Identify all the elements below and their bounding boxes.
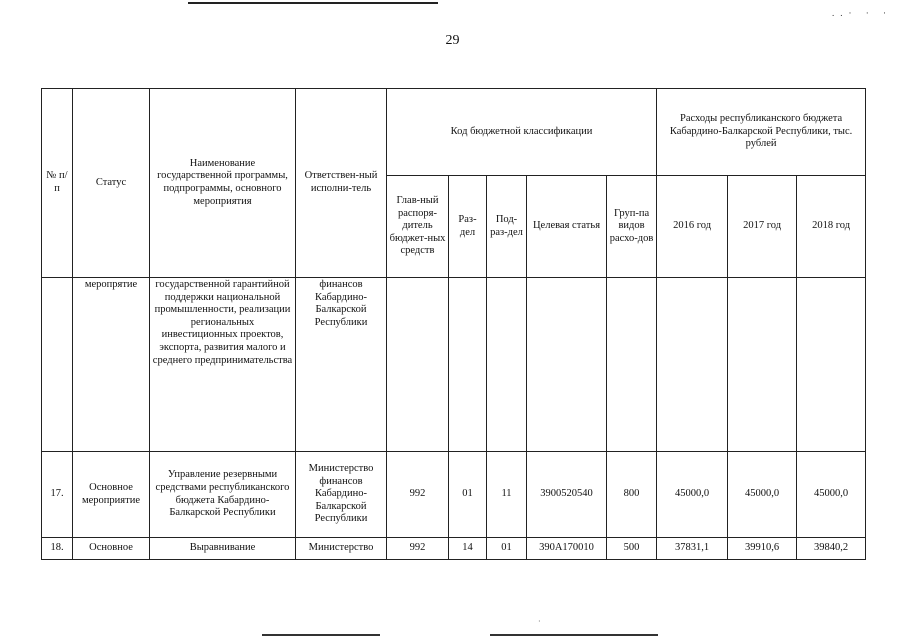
header-budget-code: Код бюджетной классификации: [387, 89, 657, 176]
cell-responsible: Министерство финансов Кабардино-Балкарской Республики: [296, 452, 387, 538]
cell-y2018: 39840,2: [797, 538, 866, 560]
cell-num: [42, 278, 73, 452]
cell-y2016: 45000,0: [657, 452, 728, 538]
scan-edge-line: [262, 634, 380, 636]
table-row: [42, 452, 866, 538]
cell-target: [527, 278, 607, 452]
cell-y2016: [657, 278, 728, 452]
cell-target: 390А170010: [527, 538, 607, 560]
header-name: Наименование государственной программы, подпрограммы, основного мероприятия: [150, 89, 296, 278]
cell-razdel: 14: [449, 538, 487, 560]
cell-gpbs: [387, 278, 449, 452]
header-podrazdel: Под-раз-дел: [487, 176, 527, 278]
cell-group: 800: [607, 452, 657, 538]
header-expenses: Расходы республиканского бюджета Кабардино-Балкарской Республики, тыс. рублей: [657, 89, 866, 176]
cell-podrazdel: 11: [487, 452, 527, 538]
cell-name: Управление резервными средствами республиканского бюджета Кабардино-Балкарской Республики: [150, 452, 296, 538]
cell-gpbs: 992: [387, 538, 449, 560]
header-responsible: Ответствен-ный исполни-тель: [296, 89, 387, 278]
scan-smudge: ·: [538, 617, 541, 626]
budget-table: [41, 88, 866, 560]
page-number: 29: [445, 33, 460, 48]
cell-responsible: Министерство: [296, 538, 387, 560]
cell-podrazdel: [487, 278, 527, 452]
scan-edge-line: [188, 2, 438, 4]
header-group: Груп-па видов расхо-дов: [607, 176, 657, 278]
cell-y2018: [797, 278, 866, 452]
header-razdel: Раз-дел: [449, 176, 487, 278]
cell-y2018: 45000,0: [797, 452, 866, 538]
cell-num: 17.: [42, 452, 73, 538]
scan-edge-line: [490, 634, 658, 636]
cell-status: Основное мероприятие: [73, 452, 150, 538]
header-num: № п/п: [42, 89, 73, 278]
cell-podrazdel: 01: [487, 538, 527, 560]
cell-responsible: финансов Кабардино-Балкарской Республики: [296, 278, 387, 452]
cell-y2017: 45000,0: [728, 452, 797, 538]
cell-y2016: 37831,1: [657, 538, 728, 560]
table-row: [42, 278, 866, 452]
cell-name: государственной гарантийной поддержки национальной промышленности, реализации региональных инвестиционных проектов, экспорта, развития малого и среднего предпринимательства: [150, 278, 296, 452]
cell-name: Выравнивание: [150, 538, 296, 560]
header-year-2016: 2016 год: [657, 176, 728, 278]
cell-status: Основное: [73, 538, 150, 560]
cell-group: [607, 278, 657, 452]
header-target: Целевая статья: [527, 176, 607, 278]
header-year-2017: 2017 год: [728, 176, 797, 278]
scan-marks: ..· · ·: [832, 8, 892, 18]
cell-razdel: 01: [449, 452, 487, 538]
cell-razdel: [449, 278, 487, 452]
cell-target: 3900520540: [527, 452, 607, 538]
cell-y2017: [728, 278, 797, 452]
cell-y2017: 39910,6: [728, 538, 797, 560]
header-year-2018: 2018 год: [797, 176, 866, 278]
cell-num: 18.: [42, 538, 73, 560]
cell-gpbs: 992: [387, 452, 449, 538]
table-row: [42, 538, 866, 560]
cell-group: 500: [607, 538, 657, 560]
header-status: Статус: [73, 89, 150, 278]
header-gpbs: Глав-ный распоря-дитель бюджет-ных средств: [387, 176, 449, 278]
cell-status: меропрятие: [73, 278, 150, 452]
